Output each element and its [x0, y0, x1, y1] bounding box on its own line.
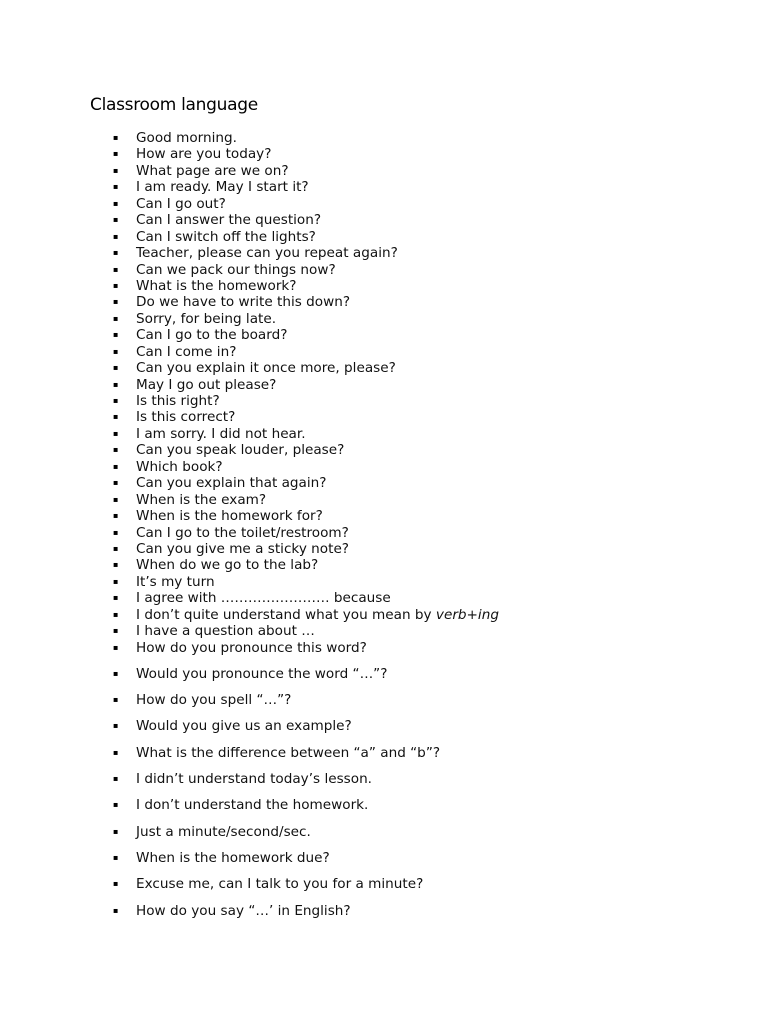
list-item-phrase: Can we pack our things now? [136, 261, 336, 278]
list-item-text [136, 623, 315, 639]
list-item-phrase: When is the homework for? [136, 508, 323, 525]
list-item [0, 409, 768, 425]
list-item-phrase: May I go out please? [136, 376, 277, 393]
list-item-phrase: I don’t quite understand what you mean by [136, 606, 436, 623]
list-item [0, 824, 768, 850]
bullet-icon: ▪ [113, 642, 119, 652]
list-item-text [136, 409, 235, 425]
list-item-text [136, 163, 289, 179]
list-item-text [136, 327, 287, 343]
bullet-icon: ▪ [113, 330, 119, 340]
bullet-icon: ▪ [113, 852, 119, 862]
list-item-text [136, 179, 309, 195]
list-item [0, 442, 768, 458]
bullet-icon: ▪ [113, 346, 119, 356]
list-item-phrase: Can you explain that again? [136, 475, 327, 492]
page-title: Classroom language [90, 95, 258, 115]
bullet-icon: ▪ [113, 478, 119, 488]
list-item-phrase: Would you pronounce the word “…”? [136, 665, 388, 682]
list-item-phrase: I have a question about … [136, 623, 315, 640]
list-item-text [136, 666, 387, 682]
list-item-text [136, 196, 226, 212]
bullet-icon: ▪ [113, 879, 119, 889]
bullet-icon: ▪ [113, 445, 119, 455]
list-item-phrase: When is the exam? [136, 491, 267, 508]
list-item-text [136, 903, 351, 919]
list-item [0, 163, 768, 179]
list-item [0, 475, 768, 491]
bullet-icon: ▪ [113, 198, 119, 208]
list-item [0, 130, 768, 146]
list-item-phrase: Can I answer the question? [136, 212, 322, 229]
list-item-phrase: How do you say “…’ in English? [136, 902, 351, 919]
list-item [0, 574, 768, 590]
list-item-text [136, 393, 220, 409]
list-item-text [136, 442, 344, 458]
bullet-icon: ▪ [113, 215, 119, 225]
bullet-icon: ▪ [113, 668, 119, 678]
bullet-icon: ▪ [113, 182, 119, 192]
list-item [0, 196, 768, 212]
list-item [0, 903, 768, 929]
list-item [0, 327, 768, 343]
list-item-phrase: I agree with …………………… because [136, 590, 391, 607]
list-item-emphasis: verb+ing [435, 606, 499, 623]
list-item-text [136, 294, 350, 310]
list-item-text [136, 574, 215, 590]
list-item [0, 508, 768, 524]
bullet-icon: ▪ [113, 149, 119, 159]
list-item-text [136, 607, 499, 623]
list-item-phrase: Is this correct? [136, 409, 236, 426]
bullet-icon: ▪ [113, 428, 119, 438]
list-item-text [136, 508, 323, 524]
bullet-icon: ▪ [113, 396, 119, 405]
list-item [0, 393, 768, 409]
list-item [0, 426, 768, 442]
bullet-icon: ▪ [113, 747, 119, 757]
list-item-phrase: What page are we on? [136, 162, 289, 179]
list-item-text [136, 344, 236, 360]
list-item-phrase: Can I go to the toilet/restroom? [136, 524, 349, 541]
list-item [0, 377, 768, 393]
list-item [0, 623, 768, 639]
list-item-text [136, 557, 318, 573]
list-item-text [136, 278, 297, 294]
bullet-icon: ▪ [113, 264, 119, 274]
bullet-icon: ▪ [113, 626, 119, 636]
bullet-icon: ▪ [113, 379, 119, 389]
list-item [0, 311, 768, 327]
list-item [0, 360, 768, 376]
list-item-phrase: Can I come in? [136, 343, 237, 360]
list-item [0, 850, 768, 876]
list-item-phrase: Teacher, please can you repeat again? [136, 245, 398, 262]
bullet-icon: ▪ [113, 527, 119, 537]
bullet-icon: ▪ [113, 593, 119, 603]
phrase-list [0, 130, 768, 929]
list-item [0, 557, 768, 573]
list-item-text [136, 459, 223, 475]
list-item-phrase: Would you give us an example? [136, 718, 352, 735]
bullet-icon: ▪ [113, 905, 119, 915]
bullet-icon: ▪ [113, 826, 119, 836]
list-item-text [136, 229, 316, 245]
list-item-phrase: Do we have to write this down? [136, 294, 351, 311]
list-item-text [136, 492, 266, 508]
list-item-text [136, 311, 276, 327]
list-item-phrase: Sorry, for being late. [136, 310, 277, 327]
list-item-phrase: Can you speak louder, please? [136, 442, 345, 459]
list-item-text [136, 876, 423, 892]
list-item-text [136, 824, 311, 840]
list-item-text [136, 771, 372, 787]
list-item-text [136, 590, 391, 606]
list-item [0, 718, 768, 744]
list-item [0, 262, 768, 278]
bullet-icon: ▪ [113, 313, 119, 323]
list-item-text [136, 212, 321, 228]
bullet-icon: ▪ [113, 695, 119, 705]
list-item-phrase: Can I switch off the lights? [136, 228, 316, 245]
list-item-phrase: Excuse me, can I talk to you for a minute? [136, 876, 424, 893]
list-item-phrase: Is this right? [136, 393, 220, 409]
list-item-phrase: When do we go to the lab? [136, 557, 319, 574]
list-item [0, 344, 768, 360]
bullet-icon: ▪ [113, 721, 119, 731]
list-item [0, 797, 768, 823]
list-item [0, 692, 768, 718]
list-item-phrase: I am sorry. I did not hear. [136, 425, 306, 442]
list-item-phrase: I don’t understand the homework. [136, 797, 369, 814]
bullet-icon: ▪ [113, 774, 119, 784]
list-item-phrase: I am ready. May I start it? [136, 179, 309, 196]
list-item [0, 666, 768, 692]
bullet-icon: ▪ [113, 494, 119, 504]
bullet-icon: ▪ [113, 609, 119, 619]
bullet-icon: ▪ [113, 231, 119, 241]
list-item [0, 492, 768, 508]
bullet-icon: ▪ [113, 248, 119, 258]
list-item-phrase: How do you pronounce this word? [136, 639, 367, 656]
list-item-text [136, 130, 237, 146]
list-item-phrase: What is the homework? [136, 277, 297, 294]
list-item-text [136, 426, 306, 442]
list-item [0, 640, 768, 666]
list-item-phrase: Can I go out? [136, 195, 226, 212]
list-item-text [136, 377, 276, 393]
list-item [0, 459, 768, 475]
list-item [0, 541, 768, 557]
list-item-phrase: What is the difference between “a” and “b”? [136, 744, 441, 761]
bullet-icon: ▪ [113, 576, 119, 586]
list-item-phrase: Can you give me a sticky note? [136, 540, 350, 557]
bullet-icon: ▪ [113, 511, 119, 521]
list-item [0, 876, 768, 902]
list-item-phrase: How do you spell “…”? [136, 692, 292, 709]
list-item [0, 525, 768, 541]
bullet-icon: ▪ [113, 543, 119, 553]
list-item-text [136, 360, 396, 376]
list-item-text [136, 541, 349, 557]
list-item-text [136, 640, 367, 656]
bullet-icon: ▪ [113, 280, 119, 290]
list-item [0, 294, 768, 310]
list-item-text [136, 850, 330, 866]
list-item [0, 590, 768, 606]
list-item-phrase: When is the homework due? [136, 849, 330, 866]
list-item-phrase: Just a minute/second/sec. [136, 823, 311, 840]
bullet-icon: ▪ [113, 461, 119, 471]
bullet-icon: ▪ [113, 560, 119, 570]
list-item [0, 771, 768, 797]
bullet-icon: ▪ [113, 800, 119, 810]
list-item [0, 745, 768, 771]
bullet-icon: ▪ [113, 165, 119, 175]
list-item-phrase: Can I go to the board? [136, 327, 288, 344]
list-item-text [136, 692, 291, 708]
bullet-icon: ▪ [113, 133, 119, 142]
list-item-phrase: How are you today? [136, 146, 272, 163]
list-item [0, 146, 768, 162]
list-item-text [136, 525, 349, 541]
list-item [0, 179, 768, 195]
bullet-icon: ▪ [113, 363, 119, 373]
list-item-text [136, 245, 398, 261]
list-item-phrase: I didn’t understand today’s lesson. [136, 771, 373, 788]
list-item-text [136, 475, 327, 491]
list-item [0, 278, 768, 294]
list-item [0, 607, 768, 623]
list-item-phrase: It’s my turn [136, 573, 215, 590]
list-item [0, 212, 768, 228]
list-item-phrase: Can you explain it once more, please? [136, 360, 396, 377]
list-item-phrase: Good morning. [136, 130, 237, 146]
list-item-text [136, 745, 440, 761]
list-item-text [136, 262, 336, 278]
list-item [0, 245, 768, 261]
list-item [0, 229, 768, 245]
bullet-icon: ▪ [113, 297, 119, 307]
bullet-icon: ▪ [113, 412, 119, 422]
list-item-text [136, 146, 271, 162]
list-item-text [136, 797, 368, 813]
list-item-text [136, 718, 352, 734]
list-item-phrase: Which book? [136, 458, 223, 475]
